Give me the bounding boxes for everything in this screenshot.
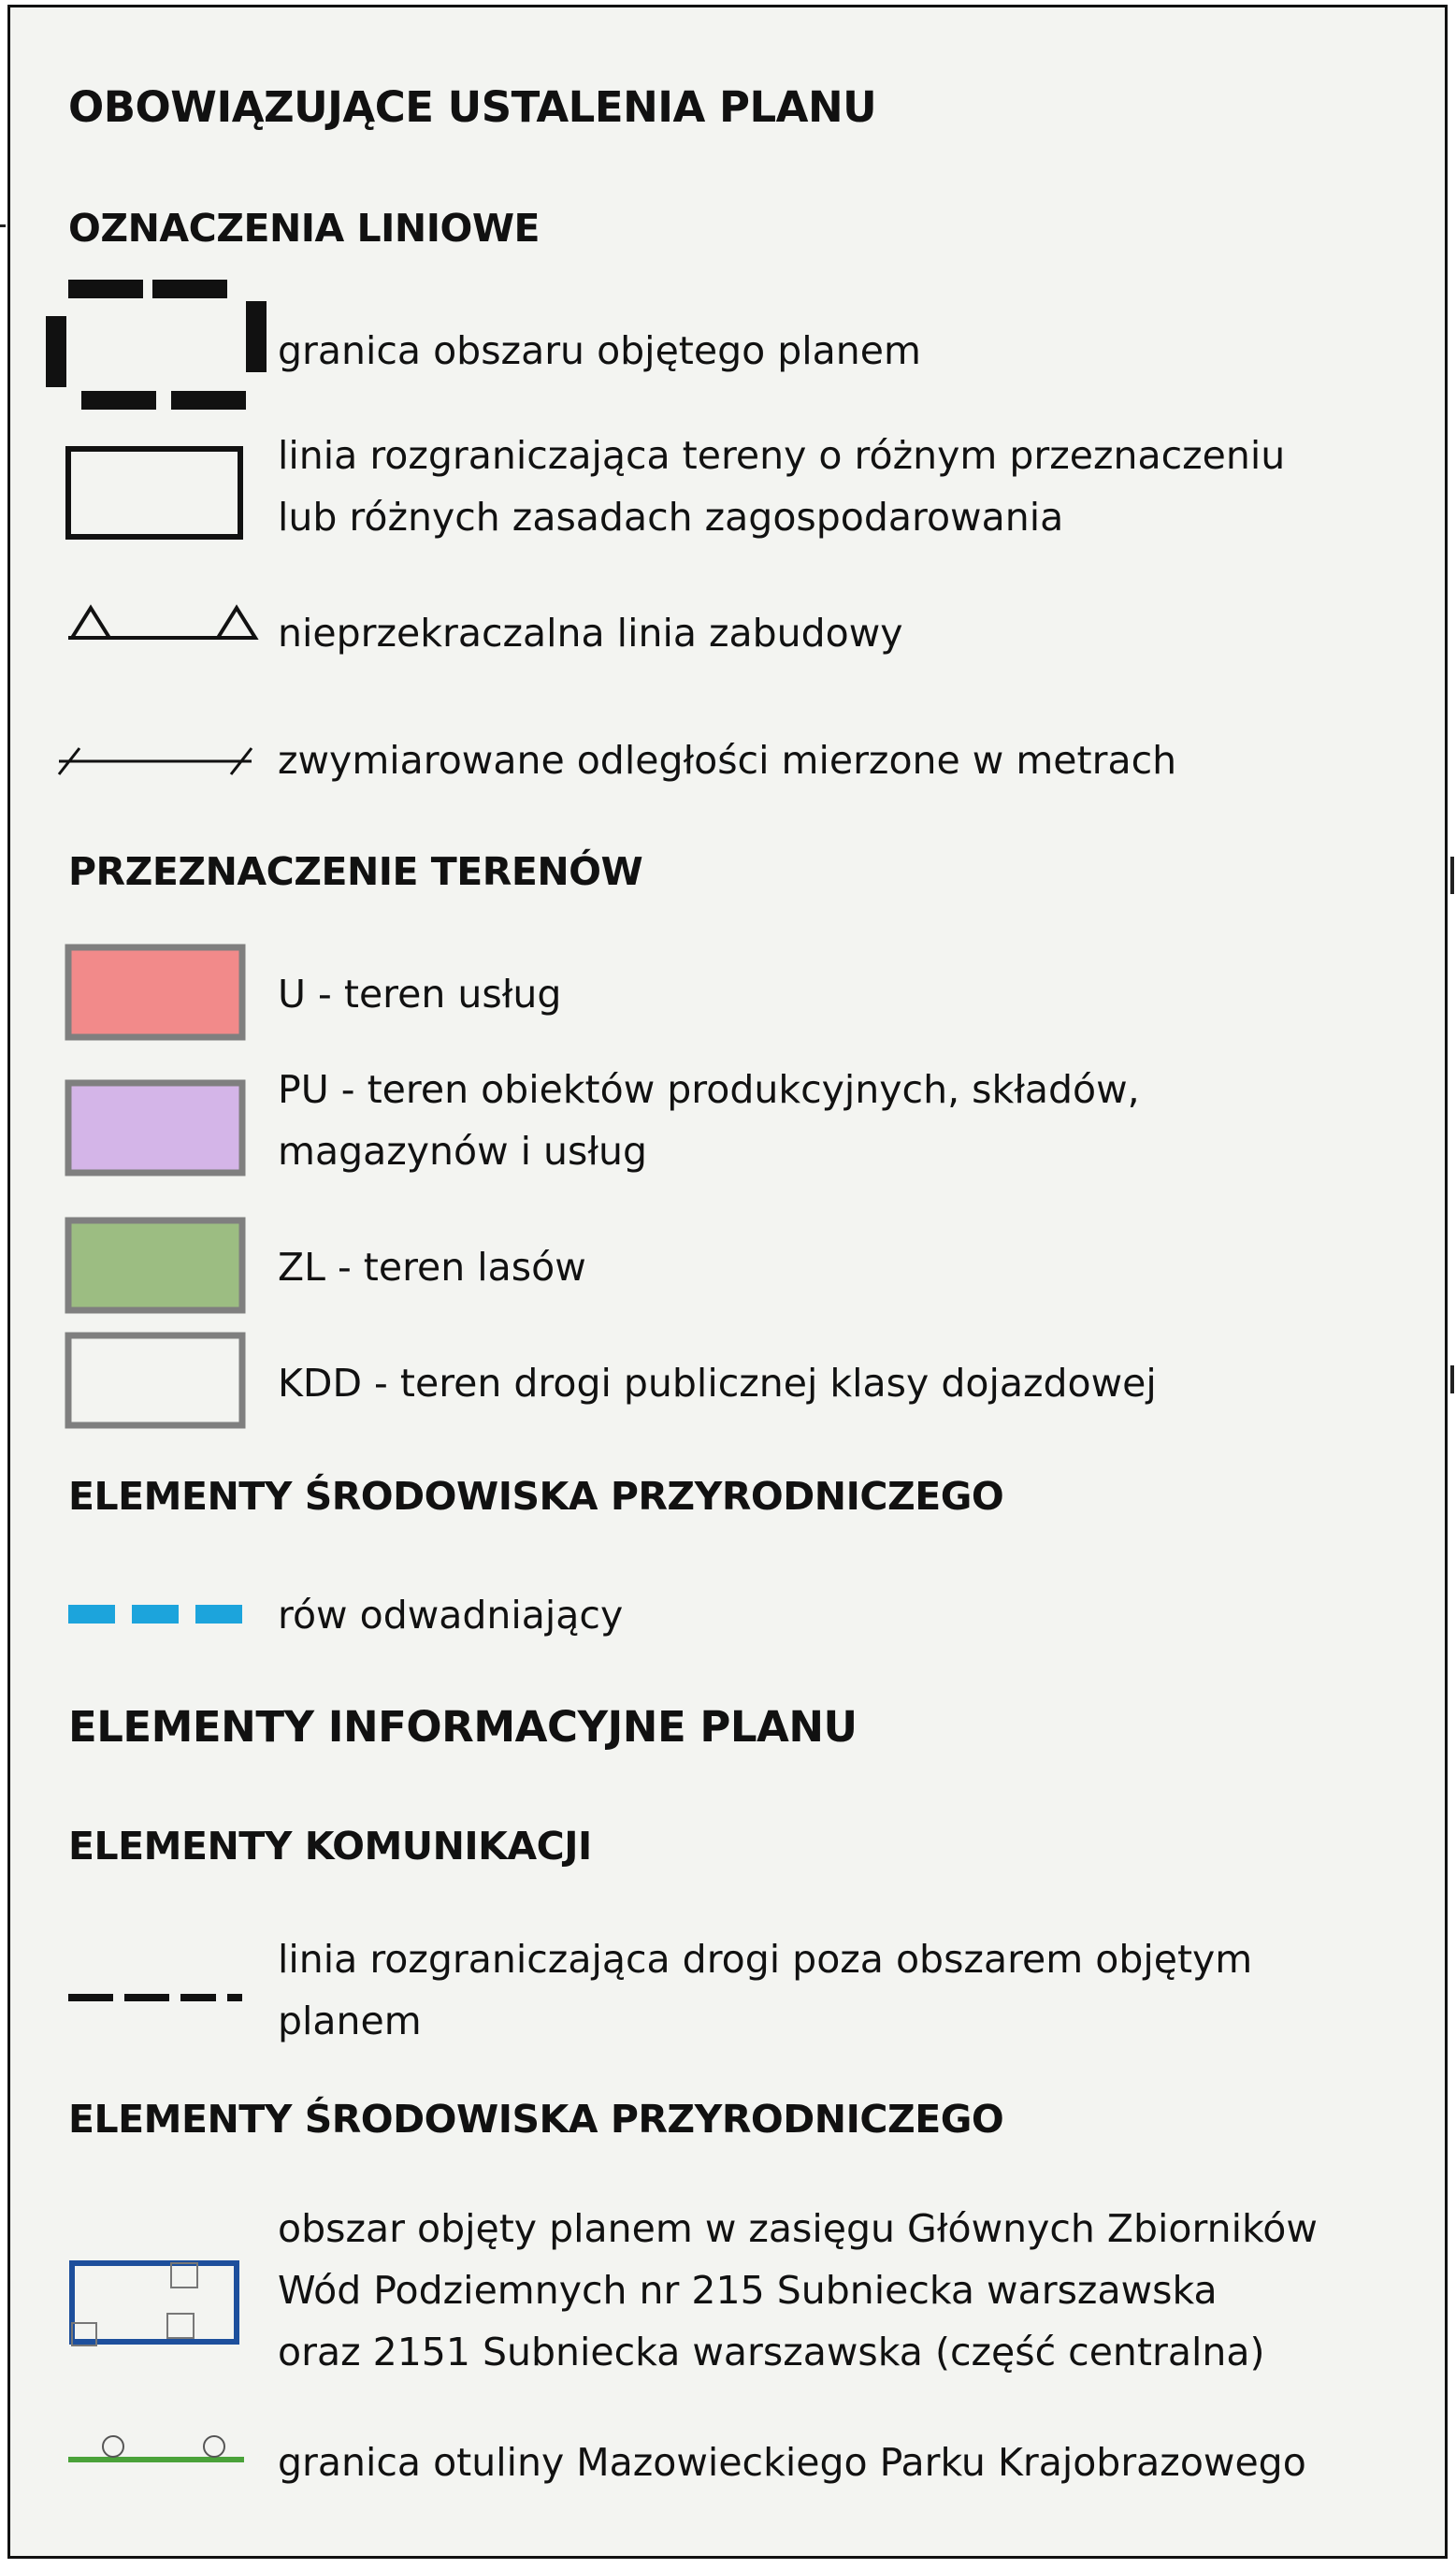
- dividing-line-symbol: [68, 449, 240, 537]
- label-u: U - teren usług: [278, 972, 562, 1017]
- drainage-ditch-symbol: [68, 1605, 242, 1624]
- edge-mark: [0, 224, 6, 227]
- label-kdd: KDD - teren drogi publicznej klasy dojazdowej: [278, 1361, 1157, 1406]
- label-park-buffer: granica otuliny Mazowieckiego Parku Krajobrazowego: [278, 2440, 1306, 2485]
- heading-environment-binding: ELEMENTY ŚRODOWISKA PRZYRODNICZEGO: [68, 1474, 1004, 1519]
- swatch-u: [68, 947, 242, 1037]
- legend-title: OBOWIĄZUJĄCE USTALENIA PLANU: [68, 82, 877, 132]
- groundwater-symbol: [72, 2263, 237, 2345]
- label-dividing-line-1: linia rozgraniczająca tereny o różnym przeznaczeniu: [278, 433, 1286, 478]
- heading-linear: OZNACZENIA LINIOWE: [68, 206, 541, 251]
- heading-informational: ELEMENTY INFORMACYJNE PLANU: [68, 1702, 858, 1752]
- edge-mark: [1450, 857, 1454, 894]
- label-dimension-line: zwymiarowane odległości mierzone w metrach: [278, 738, 1177, 783]
- park-buffer-symbol: [68, 2436, 244, 2460]
- label-dividing-line-2: lub różnych zasadach zagospodarowania: [278, 495, 1064, 540]
- legend-panel: [7, 5, 1448, 2559]
- label-groundwater-3: oraz 2151 Subniecka warszawska (część centralna): [278, 2330, 1265, 2374]
- swatch-zl: [68, 1220, 242, 1310]
- label-drainage-ditch: rów odwadniający: [278, 1593, 624, 1638]
- label-building-line: nieprzekraczalna linia zabudowy: [278, 611, 903, 656]
- label-road-line-1: linia rozgraniczająca drogi poza obszarem objętym: [278, 1937, 1253, 1982]
- building-line-symbol: [68, 608, 255, 638]
- road-line-symbol: [68, 1994, 242, 2001]
- label-road-line-2: planem: [278, 1999, 422, 2043]
- swatch-pu: [68, 1083, 242, 1173]
- label-pu-2: magazynów i usług: [278, 1129, 648, 1174]
- legend-symbols: [10, 7, 291, 2559]
- label-pu-1: PU - teren obiektów produkcyjnych, składów,: [278, 1067, 1140, 1112]
- heading-communication: ELEMENTY KOMUNIKACJI: [68, 1824, 592, 1869]
- label-zl: ZL - teren lasów: [278, 1245, 586, 1290]
- swatch-kdd: [68, 1335, 242, 1425]
- heading-land-use: PRZEZNACZENIE TERENÓW: [68, 849, 643, 894]
- heading-environment-info: ELEMENTY ŚRODOWISKA PRZYRODNICZEGO: [68, 2097, 1004, 2142]
- label-groundwater-1: obszar objęty planem w zasięgu Głównych Zbiorników: [278, 2206, 1318, 2251]
- label-groundwater-2: Wód Podziemnych nr 215 Subniecka warszawska: [278, 2268, 1218, 2313]
- plan-boundary-symbol: [46, 280, 267, 410]
- label-plan-boundary: granica obszaru objętego planem: [278, 328, 921, 373]
- dimension-line-symbol: [59, 748, 252, 774]
- edge-mark: [1450, 1365, 1454, 1393]
